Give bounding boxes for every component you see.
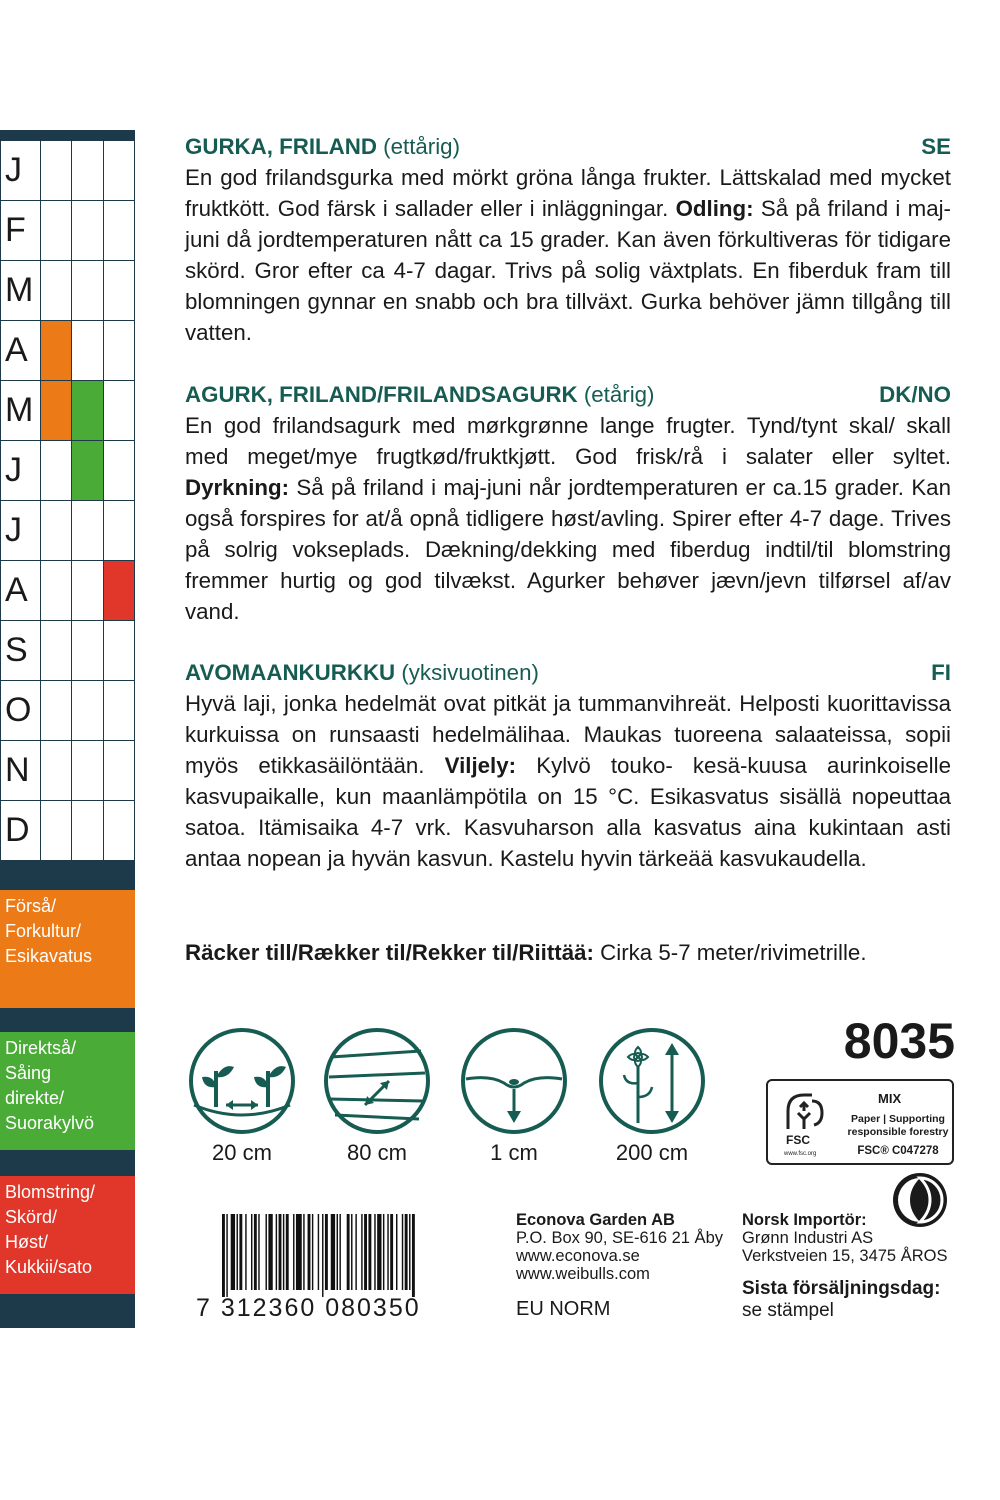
barcode-bar: [339, 1214, 340, 1290]
barcode-bar: [383, 1214, 384, 1290]
barcode-bar: [331, 1214, 335, 1290]
legend-text: Suorakylvö: [5, 1113, 95, 1133]
month-label: S: [1, 621, 41, 681]
fsc-tree-icon: [782, 1089, 828, 1133]
importer-line: Verkstveien 15, 3475 ÅROS: [742, 1247, 948, 1265]
sow-indoor-cell: [40, 501, 71, 561]
barcode-bar: [312, 1214, 313, 1290]
barcode-bar: [308, 1214, 311, 1290]
month-label: D: [1, 801, 41, 861]
sow-indoor-cell: [40, 201, 71, 261]
month-label: A: [1, 561, 41, 621]
sow-direct-cell: [72, 801, 103, 861]
legend-text: direkte/: [5, 1088, 65, 1108]
harvest-cell: [103, 621, 134, 681]
plant-height-icon: [598, 1027, 706, 1135]
barcode-bar: [222, 1214, 225, 1297]
calendar-row: [1, 141, 135, 201]
importer-address: [742, 1211, 947, 1265]
fsc-mix: MIX: [878, 1091, 902, 1106]
last-sale-date: [742, 1278, 940, 1322]
month-label: O: [1, 681, 41, 741]
month-label: J: [1, 441, 41, 501]
barcode-bar: [231, 1214, 235, 1290]
barcode-bar: [283, 1214, 284, 1290]
description-text: Hyvä laji, jonka hedelmät ovat pitkät ja tummanvihreät. Helposti kuorittavissa kurkuissa on runsaasti hedelmälihaa. Maukas tuoreena salaateissa, sopii myös etikkasäilöntään.: [185, 691, 951, 778]
section-body: [185, 162, 951, 348]
sow-indoor-cell: [40, 561, 71, 621]
barcode-bar: [409, 1214, 410, 1290]
sow-indoor-cell: [40, 801, 71, 861]
barcode-bar: [361, 1214, 362, 1290]
barcode-bar: [374, 1214, 375, 1290]
month-label: N: [1, 741, 41, 801]
section-heading: [185, 379, 951, 410]
barcode-bar: [377, 1214, 381, 1290]
sow-direct-cell: [72, 681, 103, 741]
sowing-calendar: [0, 130, 135, 1328]
fsc-website: www.fsc.org: [784, 1151, 817, 1157]
calendar-row: [1, 621, 135, 681]
sow-direct-cell: [72, 261, 103, 321]
legend-text: Direktså/: [5, 1038, 77, 1058]
plant-spacing-label: 20 cm: [212, 1140, 272, 1165]
barcode-bar: [355, 1214, 356, 1290]
yield-line: [185, 937, 965, 968]
fsc-wordmark: FSC: [786, 1133, 810, 1147]
barcode-bar: [325, 1214, 328, 1290]
harvest-cell: [103, 261, 134, 321]
sowing-depth-label: 1 cm: [490, 1140, 538, 1165]
sow-direct-cell: [72, 561, 103, 621]
month-label: A: [1, 321, 41, 381]
product-title: GURKA, FRILAND: [185, 134, 377, 159]
month-label: M: [1, 381, 41, 441]
section-swedish: [185, 131, 951, 348]
barcode-bar: [318, 1214, 319, 1290]
calendar-row: [1, 381, 135, 441]
description-text: En god frilandsgurka med mörkt gröna långa frukter. Lättskalad med mycket fruktkött. God färsk i sallader eller i inläggningar.: [185, 165, 951, 221]
sow-indoor-cell: [40, 741, 71, 801]
sow-direct-cell: [72, 621, 103, 681]
barcode-bar: [364, 1214, 367, 1290]
seller-address: [516, 1211, 723, 1283]
sow-direct-cell: [72, 381, 103, 441]
cultivation-text: Så på friland i maj-juni då jordtemperaturen nått ca 15 grader. Kan även förkultiveras för tidigare skörd. Gror efter ca 4-7 dagar. Trivs på solig växtplats. En fiberduk fram till blomningen gynnar en snabb och bra tillväxt. Gurka behöver jämn tillgång till vatten.: [185, 196, 951, 345]
barcode-bar: [237, 1214, 238, 1290]
last-sale-title: Sista försäljningsdag:: [742, 1278, 941, 1299]
barcode-bar: [412, 1214, 415, 1297]
barcode-bar: [293, 1214, 294, 1290]
month-label: M: [1, 261, 41, 321]
calendar-row: [1, 501, 135, 561]
sow-indoor-cell: [40, 441, 71, 501]
barcode-bar: [402, 1214, 403, 1290]
legend-text: Forkultur/: [5, 921, 82, 941]
barcode: [222, 1214, 468, 1297]
product-code: 8035: [843, 1013, 955, 1069]
importer-title: Norsk Importör:: [742, 1211, 867, 1229]
section-body: [185, 410, 951, 627]
calendar-row: [1, 681, 135, 741]
barcode-bar: [226, 1214, 227, 1297]
harvest-cell: [103, 381, 134, 441]
calendar-grid: [0, 140, 135, 861]
product-subtitle: (yksivuotinen): [395, 660, 539, 685]
sow-direct-cell: [72, 501, 103, 561]
calendar-row: [1, 261, 135, 321]
sow-indoor-cell: [40, 681, 71, 741]
calendar-row: [1, 561, 135, 621]
yield-label: Räcker till/Rækker til/Rekker til/Riittää:: [185, 940, 594, 965]
barcode-bar: [347, 1214, 350, 1290]
section-heading: [185, 131, 951, 162]
barcode-bar: [368, 1214, 371, 1290]
seller-line: P.O. Box 90, SE-616 21 Åby: [516, 1229, 723, 1247]
plant-height-label: 200 cm: [615, 1140, 689, 1165]
sow-indoor-cell: [40, 141, 71, 201]
calendar-row: [1, 201, 135, 261]
fsc-claim: Paper | Supporting: [851, 1113, 945, 1125]
calendar-row: [1, 321, 135, 381]
cultivation-text: Så på friland i maj-juni når jordtemperaturen er ca.15 grader. Kan også forspires for at/å opnå tidligere høst/avling. Spirer efter 4-7 dage. Trives på solrig vokseplads. Dækning/dekking med fiberdug indtil/til blomstring fremmer hurtig og god tilvækst. Agurker behøver jævn/jevn tilførsel af/av vand.: [185, 475, 951, 624]
cultivation-label: Odling:: [675, 196, 754, 221]
legend-text: Skörd/: [5, 1207, 58, 1227]
section-heading: [185, 657, 951, 688]
row-spacing-label: 80 cm: [347, 1140, 407, 1165]
last-sale-value: se stämpel: [742, 1300, 834, 1321]
sow-direct-cell: [72, 141, 103, 201]
seller-name: Econova Garden AB: [516, 1211, 675, 1229]
barcode-bar: [245, 1214, 246, 1290]
calendar-row: [1, 741, 135, 801]
cultivation-label: Dyrkning:: [185, 475, 290, 500]
sowing-depth-icon: [460, 1027, 568, 1135]
barcode-bar: [303, 1214, 304, 1290]
section-danish-norwegian: [185, 379, 951, 627]
barcode-bar: [251, 1214, 252, 1290]
barcode-bar: [268, 1214, 272, 1290]
cultivation-text: Kylvö touko- kesä-kuusa aurinkoiselle kasvupaikalle, kun maanlämpötila on 15 °C. Esikasvatus sisällä nopeuttaa satoa. Itämisaika 4-7 vrk. Kasvuharson alla kasvatus aina kukintaan asti antaa nopean ja hyvän kasvun. Kastelu hyvin tärkeää kasvukaudella.: [185, 753, 951, 871]
harvest-cell: [103, 201, 134, 261]
calendar-row: [1, 801, 135, 861]
calendar-row: [1, 441, 135, 501]
eu-norm: EU NORM: [516, 1298, 611, 1320]
fsc-label: [766, 1079, 954, 1165]
barcode-bar: [405, 1214, 408, 1290]
yield-value: Cirka 5-7 meter/rivimetrille.: [593, 940, 867, 965]
sow-indoor-cell: [40, 321, 71, 381]
fsc-license-code: FSC® C047278: [857, 1145, 939, 1157]
harvest-cell: [103, 801, 134, 861]
sow-indoor-cell: [40, 381, 71, 441]
barcode-bar: [351, 1214, 352, 1290]
legend-text: Såing: [5, 1063, 52, 1083]
language-code: SE: [921, 134, 951, 159]
plant-spacing-icon: [188, 1027, 296, 1135]
barcode-bar: [239, 1214, 242, 1290]
month-label: J: [1, 141, 41, 201]
sow-direct-cell: [72, 201, 103, 261]
barcode-bar: [254, 1214, 257, 1290]
barcode-bar: [396, 1214, 397, 1290]
product-subtitle: (ettårig): [376, 134, 460, 159]
section-finnish: [185, 657, 951, 874]
sow-direct-cell: [72, 321, 103, 381]
barcode-digits: 7 312360 080350: [196, 1294, 421, 1322]
sow-indoor-cell: [40, 261, 71, 321]
harvest-cell: [103, 741, 134, 801]
sow-direct-cell: [72, 441, 103, 501]
sow-direct-cell: [72, 741, 103, 801]
barcode-bar: [387, 1214, 388, 1290]
legend-sow-direct: [0, 1032, 135, 1150]
language-code: DK/NO: [879, 382, 951, 407]
language-code: FI: [931, 660, 951, 685]
harvest-cell: [103, 501, 134, 561]
harvest-cell: [103, 141, 134, 201]
legend-harvest: [0, 1176, 135, 1294]
harvest-cell: [103, 441, 134, 501]
legend-text: Esikavatus: [5, 946, 93, 966]
legend-text: Blomstring/: [5, 1182, 96, 1202]
barcode-bar: [279, 1214, 282, 1290]
month-label: J: [1, 501, 41, 561]
harvest-cell: [103, 681, 134, 741]
harvest-cell: [103, 561, 134, 621]
product-subtitle: (etårig): [577, 382, 655, 407]
barcode-bar: [322, 1214, 323, 1297]
product-title: AVOMAANKURKKU: [185, 660, 396, 685]
section-body: [185, 688, 951, 874]
seller-website: www.econova.se: [516, 1247, 640, 1265]
barcode-bar: [390, 1214, 393, 1290]
legend-text: Kukkii/sato: [5, 1257, 93, 1277]
barcode-bar: [296, 1214, 302, 1290]
legend-sow-indoor: [0, 890, 135, 1008]
barcode-bar: [276, 1214, 277, 1290]
product-title: AGURK, FRILAND/FRILANDSAGURK: [185, 382, 578, 407]
cultivation-label: Viljely:: [444, 753, 517, 778]
legend-text: Förså/: [5, 896, 57, 916]
barcode-bar: [337, 1214, 338, 1290]
fsc-claim: responsible forestry: [847, 1126, 949, 1138]
barcode-bar: [258, 1214, 259, 1290]
description-text: En god frilandsagurk med mørkgrønne lange frugter. Tynd/tynt skal/ skall med meget/mye frugtkød/fruktkjøtt. God frisk/rå i salater eller syltet.: [185, 413, 951, 469]
month-label: F: [1, 201, 41, 261]
importer-line: Grønn Industri AS: [742, 1229, 874, 1247]
barcode-bar: [266, 1214, 267, 1290]
harvest-cell: [103, 321, 134, 381]
row-spacing-icon: [323, 1027, 431, 1135]
sow-indoor-cell: [40, 621, 71, 681]
seller-website: www.weibulls.com: [516, 1265, 650, 1283]
legend-text: Høst/: [5, 1232, 48, 1252]
barcode-bar: [286, 1214, 289, 1290]
